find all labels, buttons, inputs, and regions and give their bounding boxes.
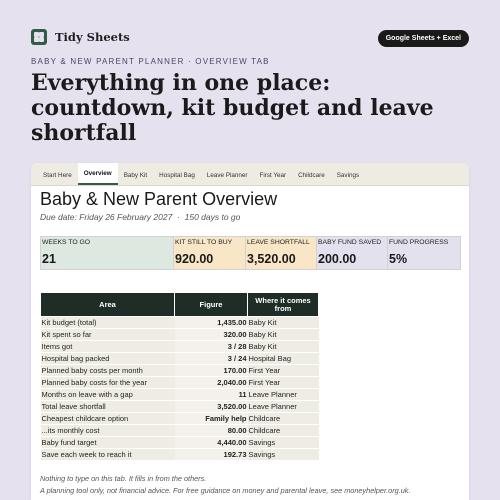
- source-cell[interactable]: Hospital Bag: [248, 353, 319, 365]
- overview-table: [40, 292, 319, 461]
- source-cell[interactable]: Childcare: [248, 413, 319, 425]
- source-cell[interactable]: Baby Kit: [248, 317, 319, 329]
- tab-start-here[interactable]: Start Here: [43, 172, 72, 179]
- figure-cell[interactable]: 3,520.00: [175, 401, 248, 413]
- source-cell[interactable]: First Year: [248, 377, 319, 389]
- area-cell[interactable]: Save each week to reach it: [41, 449, 175, 461]
- brand: [31, 29, 130, 45]
- sheet-title: Baby & New Parent Overview: [40, 189, 278, 209]
- table-row: [41, 389, 319, 401]
- area-cell[interactable]: Cheapest childcare option: [41, 413, 175, 425]
- platform-badge: Google Sheets + Excel: [378, 30, 469, 47]
- table-row: [41, 377, 319, 389]
- table-row: [41, 317, 319, 329]
- source-cell[interactable]: Childcare: [248, 425, 319, 437]
- kpi-baby-fund-saved[interactable]: [317, 236, 388, 270]
- table-row: [41, 425, 319, 437]
- grid-logo-icon: [31, 29, 47, 45]
- area-cell[interactable]: Baby fund target: [41, 437, 175, 449]
- area-cell[interactable]: Months on leave with a gap: [41, 389, 175, 401]
- tab-hospital-bag[interactable]: Hospital Bag: [159, 172, 195, 179]
- kpi-kit-still-to-buy[interactable]: [174, 236, 246, 270]
- area-cell[interactable]: Total leave shortfall: [41, 401, 175, 413]
- table-row: [41, 353, 319, 365]
- kicker: BABY & NEW PARENT PLANNER · OVERVIEW TAB: [31, 57, 270, 66]
- area-cell[interactable]: ...its monthly cost: [41, 425, 175, 437]
- table-row: [41, 401, 319, 413]
- tab-savings[interactable]: Savings: [336, 172, 360, 179]
- kpi-value: 5%: [389, 252, 408, 266]
- kpi-label: BABY FUND SAVED: [318, 239, 382, 246]
- table-header-row: [41, 293, 319, 317]
- kpi-fund-progress[interactable]: [388, 236, 461, 270]
- header-source[interactable]: Where it comes from: [248, 293, 319, 317]
- area-cell[interactable]: Planned baby costs per month: [41, 365, 175, 377]
- countdown: 150 days to go: [184, 212, 241, 222]
- source-cell[interactable]: Leave Planner: [248, 389, 319, 401]
- kpi-label: KIT STILL TO BUY: [175, 239, 233, 246]
- figure-cell[interactable]: Family help: [175, 413, 248, 425]
- kpi-label: FUND PROGRESS: [389, 239, 449, 246]
- source-cell[interactable]: Savings: [248, 437, 319, 449]
- spreadsheet-window: [31, 163, 469, 500]
- figure-cell[interactable]: 3 / 28: [175, 341, 248, 353]
- figure-cell[interactable]: 170.00: [175, 365, 248, 377]
- figure-cell[interactable]: 3 / 24: [175, 353, 248, 365]
- table-row: [41, 437, 319, 449]
- area-cell[interactable]: Items got: [41, 341, 175, 353]
- figure-cell[interactable]: 80.00: [175, 425, 248, 437]
- kpi-strip: [40, 236, 461, 270]
- kpi-value: 3,520.00: [247, 252, 296, 266]
- figure-cell[interactable]: 192.73: [175, 449, 248, 461]
- kpi-weeks-to-go[interactable]: [40, 236, 174, 270]
- due-date-line: [40, 212, 240, 222]
- tab-childcare[interactable]: Childcare: [298, 172, 325, 179]
- table-row: [41, 329, 319, 341]
- tab-leave-planner[interactable]: Leave Planner: [206, 172, 248, 179]
- area-cell[interactable]: Kit budget (total): [41, 317, 175, 329]
- area-cell[interactable]: Planned baby costs for the year: [41, 377, 175, 389]
- header-figure[interactable]: Figure: [175, 293, 248, 317]
- kpi-label: LEAVE SHORTFALL: [247, 239, 310, 246]
- disclaimer-note: A planning tool only, not financial advice. For free guidance on money and parental leave, see moneyhelper.org.uk.: [40, 486, 411, 495]
- brand-name: Tidy Sheets: [55, 30, 130, 44]
- tab-baby-kit[interactable]: Baby Kit: [123, 172, 148, 179]
- due-date: Due date: Friday 26 February 2027: [40, 212, 173, 222]
- figure-cell[interactable]: 320.00: [175, 329, 248, 341]
- area-cell[interactable]: Kit spent so far: [41, 329, 175, 341]
- figure-cell[interactable]: 4,440.00: [175, 437, 248, 449]
- figure-cell[interactable]: 2,040.00: [175, 377, 248, 389]
- header-area[interactable]: Area: [41, 293, 175, 317]
- kpi-value: 200.00: [318, 252, 357, 266]
- kpi-value: 920.00: [175, 252, 214, 266]
- separator: ·: [177, 212, 180, 222]
- kpi-value: 21: [42, 252, 56, 266]
- source-cell[interactable]: Leave Planner: [248, 401, 319, 413]
- source-cell[interactable]: Savings: [248, 449, 319, 461]
- table-row: [41, 413, 319, 425]
- kpi-leave-shortfall[interactable]: [246, 236, 317, 270]
- table-row: [41, 449, 319, 461]
- area-cell[interactable]: Hospital bag packed: [41, 353, 175, 365]
- figure-cell[interactable]: 11: [175, 389, 248, 401]
- table-row: [41, 341, 319, 353]
- source-cell[interactable]: Baby Kit: [248, 341, 319, 353]
- sheet-tabs: [31, 163, 469, 186]
- tab-first-year[interactable]: First Year: [259, 172, 287, 179]
- headline: Everything in one place: countdown, kit budget and leave shortfall: [31, 70, 434, 146]
- instruction-note: Nothing to type on this tab. It fills in from the others.: [40, 474, 207, 483]
- table-body: [41, 317, 319, 461]
- table-row: [41, 365, 319, 377]
- source-cell[interactable]: First Year: [248, 365, 319, 377]
- source-cell[interactable]: Baby Kit: [248, 329, 319, 341]
- tab-overview[interactable]: Overview: [78, 163, 118, 185]
- kpi-label: WEEKS TO GO: [42, 239, 91, 246]
- figure-cell[interactable]: 1,435.00: [175, 317, 248, 329]
